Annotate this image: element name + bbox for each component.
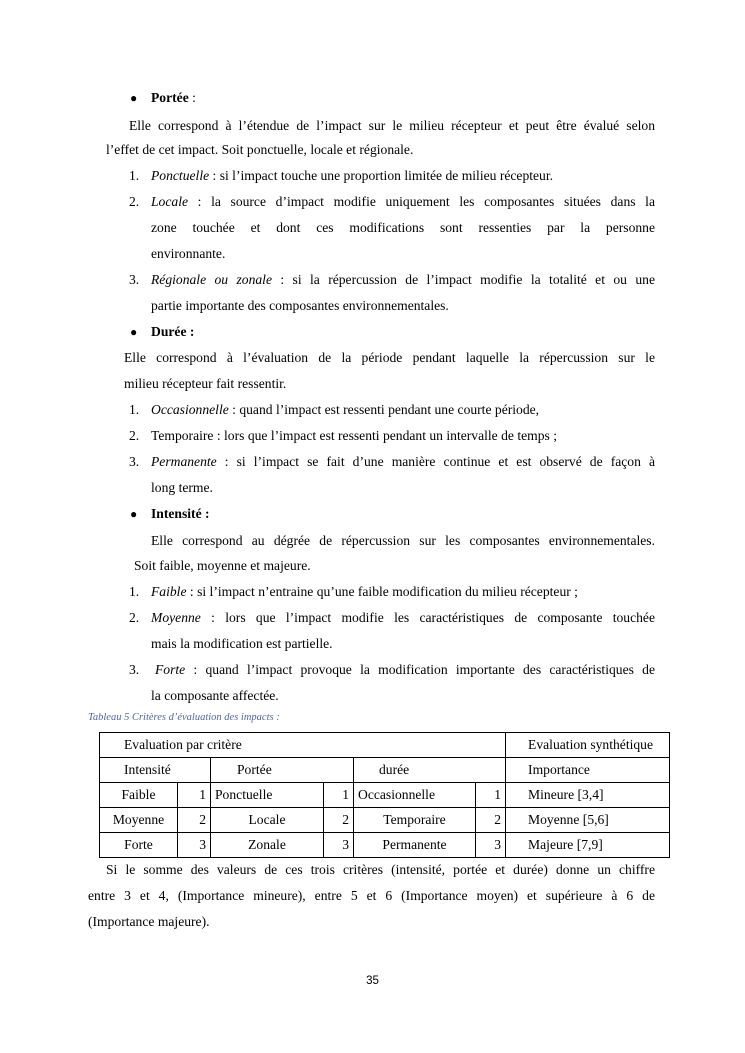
table-cell: 2 [178,808,211,833]
table-cell: Temporaire [354,808,476,833]
paragraph-line: l’effet de cet impact. Soit ponctuelle, locale et régionale. [106,142,414,157]
bullet-icon: ● [130,507,138,521]
table-header-cell: Evaluation synthétique [506,733,670,758]
paragraph-line: entre 3 et 4, (Importance mineure), entre 5 et 6 (Importance moyen) et supérieure à 6 de [88,888,655,903]
table-cell: Zonale [211,833,324,858]
list-item: Occasionnelle : quand l’impact est ressenti pendant une courte période, [151,402,540,417]
paragraph-line: Elle correspond au dégrée de répercussion sur les composantes environnementales. [151,533,655,548]
table-header-row [100,758,670,783]
bullet-icon: ● [130,91,138,105]
table-cell: Ponctuelle [211,783,324,808]
list-number: 3. [129,454,140,469]
table-cell: 1 [476,783,506,808]
page-number: 35 [366,975,379,987]
table-cell: Majeure [7,9] [506,833,670,858]
table-header-cell: durée [354,758,506,783]
table-cell: 1 [178,783,211,808]
list-item: Temporaire : lors que l’impact est ressenti pendant un intervalle de temps ; [151,428,557,443]
list-item-continuation: environnante. [151,246,226,261]
table-header-cell: Intensité [100,758,211,783]
table-row [100,783,670,808]
list-item-continuation: zone touchée et dont ces modifications sont ressenties par la personne [151,220,655,235]
paragraph-line: Soit faible, moyenne et majeure. [134,558,311,573]
section-heading-portee: Portée : [151,90,196,105]
table-header-cell: Importance [506,758,670,783]
table-cell: 3 [324,833,354,858]
table-row [100,808,670,833]
list-item: Moyenne : lors que l’impact modifie les caractéristiques de composante touchée [151,610,655,625]
table-cell: Mineure [3,4] [506,783,670,808]
section-heading-intensite: Intensité : [151,506,210,521]
table-cell: 2 [324,808,354,833]
list-item-continuation: long terme. [151,480,213,495]
list-number: 2. [129,428,140,443]
list-item: Régionale ou zonale : si la répercussion de l’impact modifie la totalité et ou une [151,272,655,287]
paragraph-line: (Importance majeure). [88,914,210,929]
list-number: 1. [129,584,140,599]
table-row [100,833,670,858]
table-header-row [100,733,670,758]
paragraph-line: milieu récepteur fait ressentir. [124,376,287,391]
table-cell: 3 [178,833,211,858]
table-cell: 2 [476,808,506,833]
bullet-icon: ● [130,325,138,339]
list-item: Locale : la source d’impact modifie uniquement les composantes situées dans la [151,194,655,209]
section-heading-duree: Durée : [151,324,195,339]
list-number: 1. [129,402,140,417]
list-number: 3. [129,662,140,677]
table-cell: Occasionnelle [354,783,476,808]
list-item: Forte : quand l’impact provoque la modification importante des caractéristiques de [155,662,655,677]
paragraph-line: Si le somme des valeurs de ces trois critères (intensité, portée et durée) donne un chiffre [106,862,655,877]
table-caption: Tableau 5 Critères d’évaluation des impacts : [88,712,280,723]
list-item-continuation: la composante affectée. [151,688,279,703]
table-header-cell: Portée [211,758,354,783]
list-number: 2. [129,194,140,209]
table-cell: Permanente [354,833,476,858]
table-header-cell: Evaluation par critère [100,733,506,758]
list-item: Faible : si l’impact n’entraine qu’une faible modification du milieu récepteur ; [151,584,578,599]
list-number: 3. [129,272,140,287]
list-number: 1. [129,168,140,183]
table-cell: Faible [100,783,178,808]
list-item-continuation: partie importante des composantes environnementales. [151,298,449,313]
criteria-table [99,732,670,858]
table-cell: Moyenne [100,808,178,833]
list-item: Ponctuelle : si l’impact touche une proportion limitée de milieu récepteur. [151,168,554,183]
list-number: 2. [129,610,140,625]
list-item: Permanente : si l’impact se fait d’une manière continue et est observé de façon à [151,454,655,469]
paragraph-line: Elle correspond à l’étendue de l’impact sur le milieu récepteur et peut être évalué selon [129,118,655,133]
table-cell: Locale [211,808,324,833]
table-cell: Forte [100,833,178,858]
table-cell: Moyenne [5,6] [506,808,670,833]
table-cell: 3 [476,833,506,858]
table-cell: 1 [324,783,354,808]
paragraph-line: Elle correspond à l’évaluation de la période pendant laquelle la répercussion sur le [124,350,655,365]
list-item-continuation: mais la modification est partielle. [151,636,333,651]
